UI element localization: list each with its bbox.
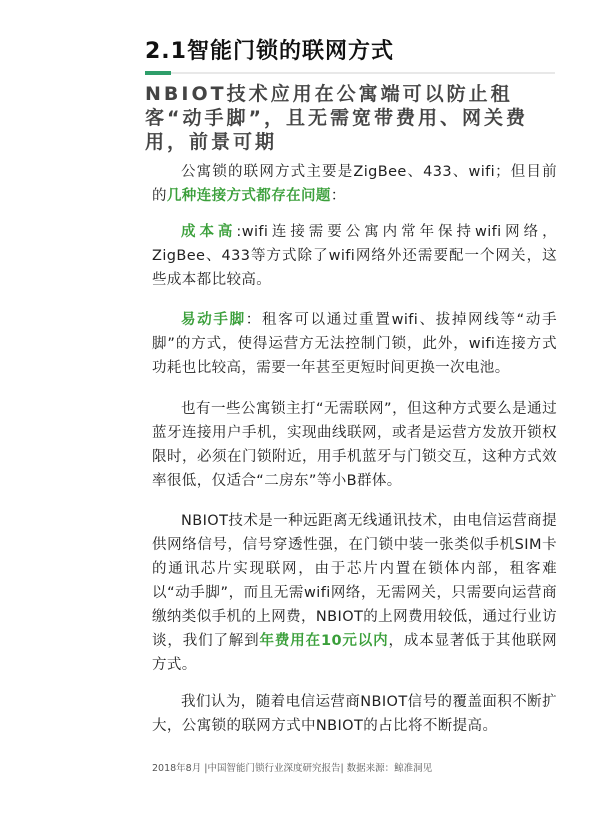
high-cost-text: :wifi连接需要公寓内常年保持wifi网络，ZigBee、433等方式除了wifi网络外还需要配一个网关，这些成本都比较高。: [152, 224, 557, 288]
title-accent-bar: [145, 71, 171, 75]
paragraph-tamper: [152, 308, 557, 380]
footer-source: 2018年8月 |中国智能门锁行业深度研究报告| 数据来源：鲸准洞见: [152, 763, 433, 774]
paragraph-high-cost: [152, 220, 557, 292]
intro-end: ：: [330, 188, 346, 204]
section-title: 2.1智能门锁的联网方式: [145, 39, 394, 64]
nbiot-highlight: 年费用在10元以内: [259, 633, 389, 649]
paragraph-nbiot: [152, 509, 557, 677]
paragraph-conclusion: 我们认为，随着电信运营商NBIOT信号的覆盖面积不断扩大，公寓锁的联网方式中NBIOT的占比将不断提高。: [152, 694, 557, 734]
tamper-text: ：租客可以通过重置wifi、拔掉网线等“动手脚”的方式，使得运营方无法控制门锁，此外，wifi连接方式功耗也比较高，需要一年甚至更短时间更换一次电池。: [152, 312, 557, 376]
high-cost-label: 成本高: [181, 224, 237, 240]
paragraph-no-network: 也有一些公寓锁主打“无需联网”，但这种方式要么是通过蓝牙连接用户手机，实现曲线联网，或者是运营方发放开锁权限时，必须在门锁附近，用手机蓝牙与门锁交互，这种方式效率很低，仅适合“二房东”等小B群体。: [152, 401, 557, 489]
paragraph-intro: [152, 160, 557, 208]
tamper-label: 易动手脚: [181, 312, 246, 328]
nbiot-text: NBIOT技术是一种远距离无线通讯技术，由电信运营商提供网络信号，信号穿透性强，在门锁中装一张类似手机SIM卡的通讯芯片实现联网，由于芯片内置在锁体内部，租客难以“动手脚”，而且无需wifi网络，无需网关，只需要向运营商缴纳类似手机的上网费，NBIOT的上网费用较低，通过行业访谈，我们了解到: [152, 513, 557, 649]
title-divider: [145, 72, 555, 74]
nbiot-end: ，成本显著低于其他联网方式。: [152, 633, 557, 673]
intro-text: 公寓锁的联网方式主要是ZigBee、433、wifi；但目前的: [152, 164, 557, 204]
headline: NBIOT技术应用在公寓端可以防止租客“动手脚”，且无需宽带费用、网关费用，前景可期: [145, 83, 528, 153]
intro-highlight: 几种连接方式都存在问题: [166, 188, 331, 204]
